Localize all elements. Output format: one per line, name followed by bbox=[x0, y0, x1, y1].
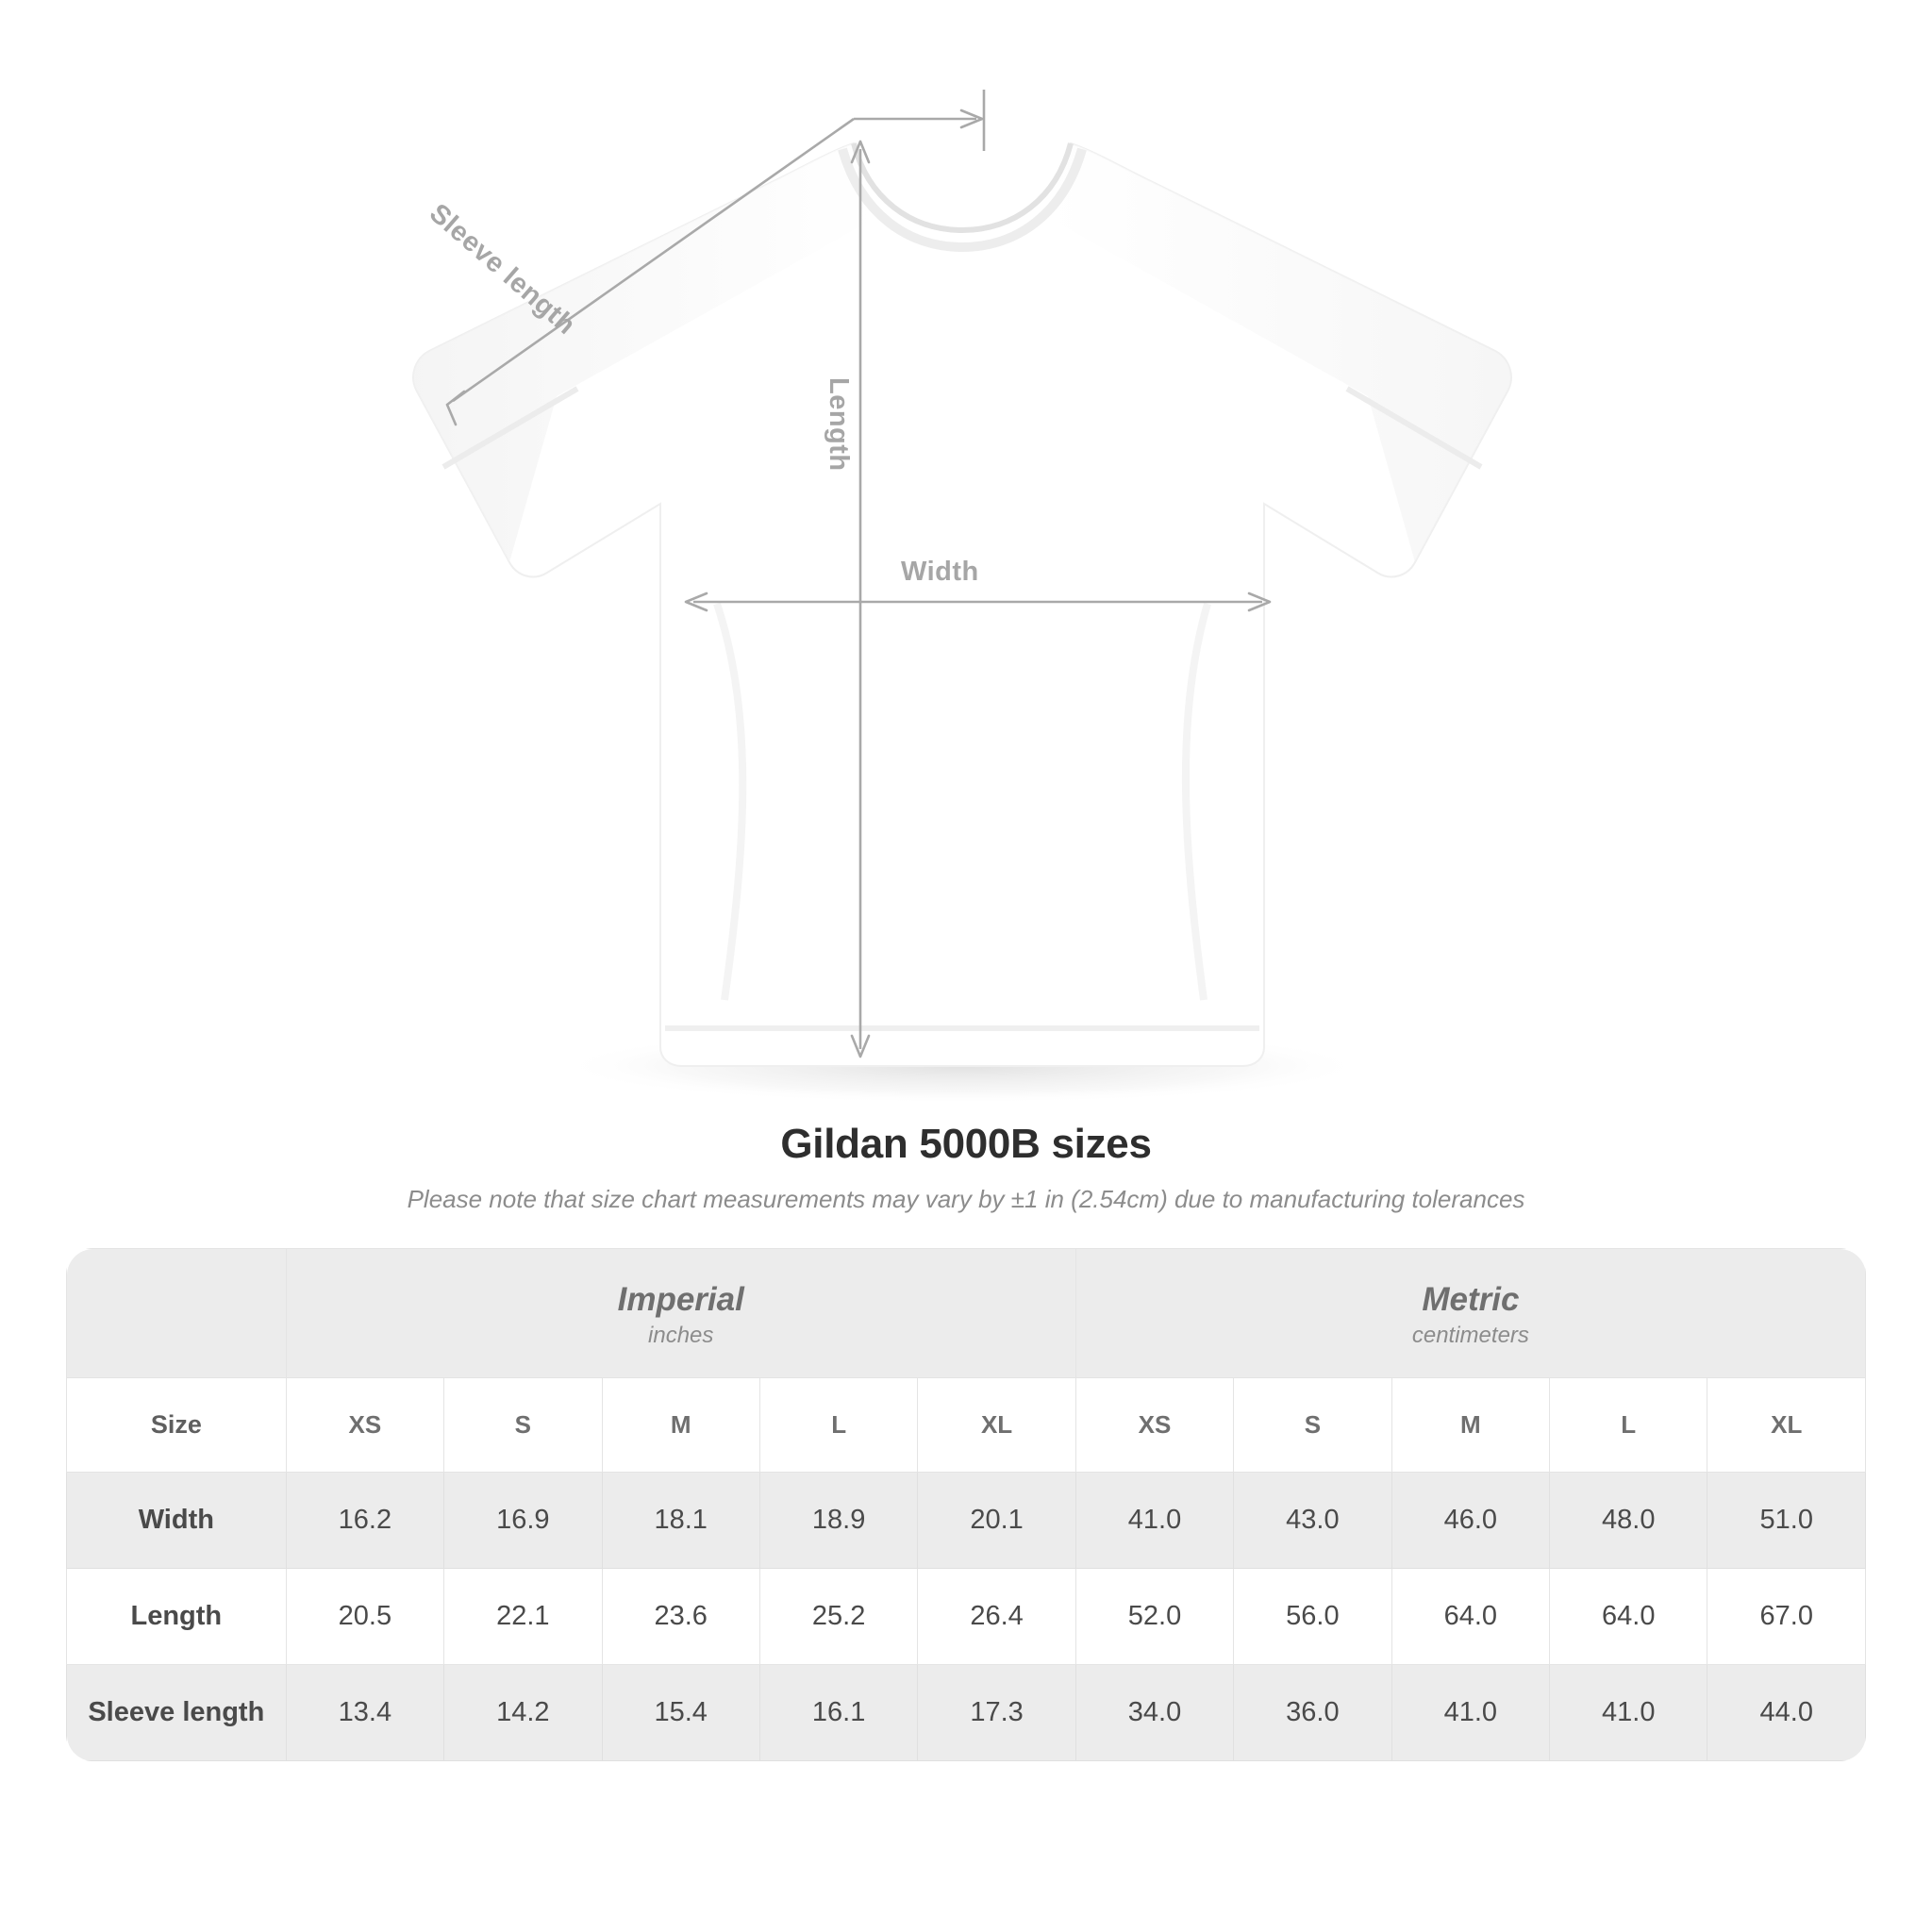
size-table bbox=[66, 1248, 1866, 1761]
row-label-sleeve-length: Sleeve length bbox=[67, 1665, 287, 1761]
unit-group-metric-name: Metric bbox=[1422, 1281, 1520, 1318]
size-header-imperial-xs: XS bbox=[286, 1378, 443, 1473]
size-header-metric-s: S bbox=[1234, 1378, 1391, 1473]
cell-sleeve-metric-xl: 44.0 bbox=[1707, 1665, 1866, 1761]
size-header-metric-m: M bbox=[1391, 1378, 1549, 1473]
size-header-imperial-xl: XL bbox=[918, 1378, 1075, 1473]
unit-group-metric bbox=[1075, 1249, 1865, 1378]
cell-length-metric-m: 64.0 bbox=[1391, 1569, 1549, 1665]
unit-group-spacer bbox=[67, 1249, 287, 1378]
unit-group-imperial-name: Imperial bbox=[617, 1281, 744, 1318]
unit-group-row bbox=[67, 1249, 1866, 1378]
row-label-length: Length bbox=[67, 1569, 287, 1665]
title-block bbox=[0, 1121, 1932, 1214]
cell-width-imperial-xs: 16.2 bbox=[286, 1473, 443, 1569]
cell-sleeve-imperial-xs: 13.4 bbox=[286, 1665, 443, 1761]
cell-sleeve-metric-m: 41.0 bbox=[1391, 1665, 1549, 1761]
cell-width-metric-xs: 41.0 bbox=[1075, 1473, 1233, 1569]
cell-width-metric-s: 43.0 bbox=[1234, 1473, 1391, 1569]
unit-group-imperial-sub: inches bbox=[648, 1323, 714, 1349]
size-header-imperial-m: M bbox=[602, 1378, 759, 1473]
size-table-container bbox=[66, 1248, 1866, 1761]
cell-sleeve-imperial-l: 16.1 bbox=[759, 1665, 917, 1761]
cell-sleeve-metric-xs: 34.0 bbox=[1075, 1665, 1233, 1761]
cell-length-metric-xl: 67.0 bbox=[1707, 1569, 1866, 1665]
unit-group-metric-sub: centimeters bbox=[1411, 1323, 1529, 1349]
cell-length-imperial-l: 25.2 bbox=[759, 1569, 917, 1665]
sleeve-length-dimension-label: Sleeve length bbox=[424, 198, 582, 341]
size-header-corner: Size bbox=[67, 1378, 287, 1473]
cell-length-imperial-m: 23.6 bbox=[602, 1569, 759, 1665]
page-title: Gildan 5000B sizes bbox=[780, 1121, 1152, 1167]
cell-width-metric-l: 48.0 bbox=[1550, 1473, 1707, 1569]
length-dimension-label: Length bbox=[824, 377, 854, 472]
cell-length-imperial-xl: 26.4 bbox=[918, 1569, 1075, 1665]
cell-width-imperial-l: 18.9 bbox=[759, 1473, 917, 1569]
size-header-imperial-s: S bbox=[444, 1378, 602, 1473]
cell-sleeve-metric-s: 36.0 bbox=[1234, 1665, 1391, 1761]
width-dimension-label: Width bbox=[901, 557, 979, 587]
size-header-metric-l: L bbox=[1550, 1378, 1707, 1473]
unit-group-imperial bbox=[286, 1249, 1075, 1378]
table-row bbox=[67, 1665, 1866, 1761]
cell-width-imperial-m: 18.1 bbox=[602, 1473, 759, 1569]
cell-length-metric-xs: 52.0 bbox=[1075, 1569, 1233, 1665]
cell-sleeve-imperial-xl: 17.3 bbox=[918, 1665, 1075, 1761]
table-row bbox=[67, 1473, 1866, 1569]
cell-width-metric-m: 46.0 bbox=[1391, 1473, 1549, 1569]
cell-length-metric-l: 64.0 bbox=[1550, 1569, 1707, 1665]
cell-width-imperial-xl: 20.1 bbox=[918, 1473, 1075, 1569]
cell-sleeve-metric-l: 41.0 bbox=[1550, 1665, 1707, 1761]
tolerance-note: Please note that size chart measurements may vary by ±1 in (2.54cm) due to manufacturing tolerances bbox=[407, 1185, 1525, 1213]
cell-length-imperial-xs: 20.5 bbox=[286, 1569, 443, 1665]
cell-width-imperial-s: 16.9 bbox=[444, 1473, 602, 1569]
row-label-width: Width bbox=[67, 1473, 287, 1569]
size-header-metric-xl: XL bbox=[1707, 1378, 1866, 1473]
cell-sleeve-imperial-s: 14.2 bbox=[444, 1665, 602, 1761]
tshirt-shape bbox=[413, 143, 1511, 1066]
size-header-row bbox=[67, 1378, 1866, 1473]
cell-width-metric-xl: 51.0 bbox=[1707, 1473, 1866, 1569]
cell-length-metric-s: 56.0 bbox=[1234, 1569, 1391, 1665]
table-row bbox=[67, 1569, 1866, 1665]
cell-sleeve-imperial-m: 15.4 bbox=[602, 1665, 759, 1761]
size-header-metric-xs: XS bbox=[1075, 1378, 1233, 1473]
cell-length-imperial-s: 22.1 bbox=[444, 1569, 602, 1665]
size-header-imperial-l: L bbox=[759, 1378, 917, 1473]
